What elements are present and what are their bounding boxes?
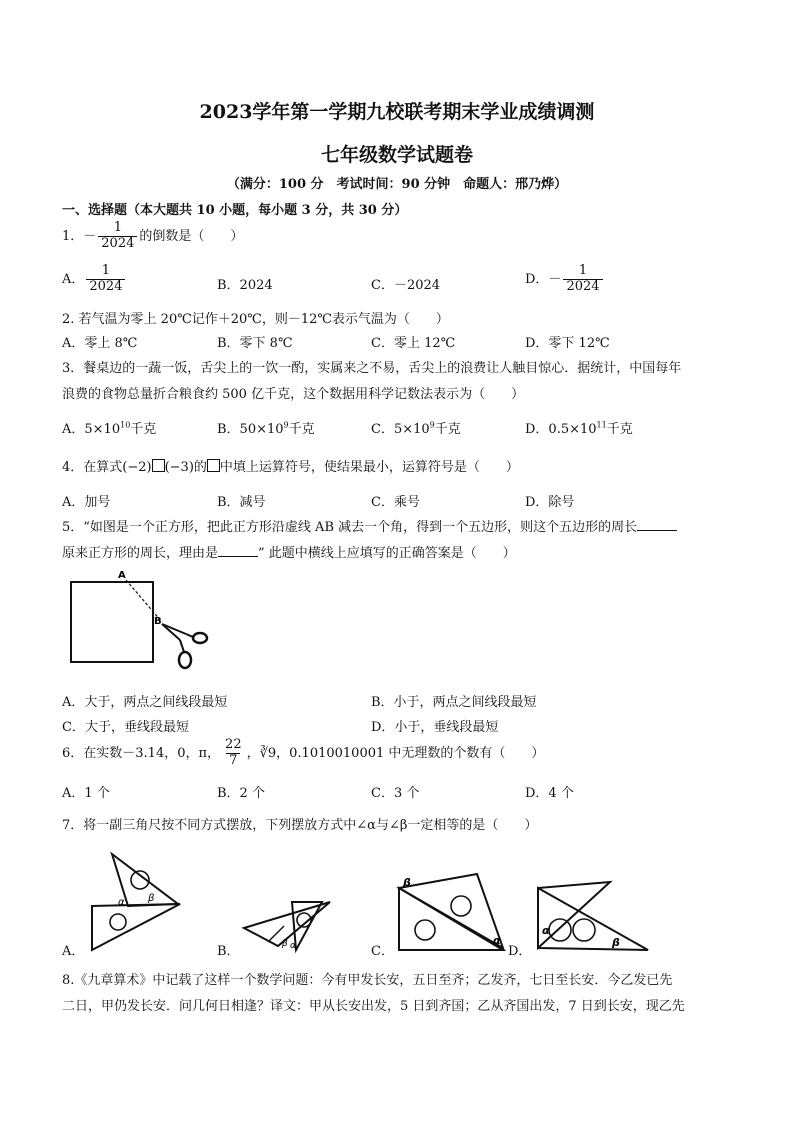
q7-option-a[interactable]: A． — [62, 944, 85, 959]
q6-option-c[interactable]: C．3 个 — [371, 786, 420, 801]
blank-box — [207, 459, 220, 472]
q7-figure-d — [532, 876, 657, 956]
q3-option-c[interactable]: C．$5\times 10^9$千克 — [371, 420, 461, 437]
q1-suffix: 的倒数是（ ） — [139, 228, 244, 244]
scissors-icon — [162, 624, 207, 668]
question-7: 7．将一副三角尺按不同方式摆放，下列摆放方式中∠α与∠β一定相等的是（ ） — [62, 818, 538, 833]
answer-blank — [218, 546, 258, 557]
svg-text:α: α — [493, 934, 501, 947]
q3-option-a[interactable]: A．$5\times 10^{10}$千克 — [62, 420, 157, 437]
blank-box — [152, 459, 165, 472]
q4-option-b[interactable]: B．减号 — [217, 495, 266, 510]
q1-option-d[interactable]: D．－ $\frac{1}{2024}$ — [525, 264, 605, 295]
q5-option-d[interactable]: D．小于，垂线段最短 — [371, 720, 499, 735]
q3-option-d[interactable]: D．$0.5\times 10^{11}$千克 — [525, 420, 633, 437]
svg-text:β: β — [612, 936, 620, 949]
q7-option-c[interactable]: C． — [371, 944, 394, 959]
q6-option-d[interactable]: D．4 个 — [525, 786, 574, 801]
q2-option-a[interactable]: A．零上 8℃ — [62, 336, 138, 351]
q1-option-a[interactable]: A． $\frac{1}{2024}$ — [62, 264, 127, 295]
square-scissors-figure — [62, 566, 222, 678]
q7-option-b[interactable]: B． — [217, 944, 240, 959]
svg-text:α: α — [290, 941, 296, 951]
q7-figure-b — [238, 890, 348, 954]
q1-fraction: $\frac{1}{2024}$ — [98, 221, 137, 252]
q1-option-c[interactable]: C．－2024 — [371, 278, 441, 293]
exam-title: 2023学年第一学期九校联考期末学业成绩调测 — [199, 101, 595, 123]
q6-option-a[interactable]: A．1 个 — [62, 786, 110, 801]
svg-text:β: β — [148, 893, 155, 904]
exam-meta: （满分：100 分 考试时间：90 分钟 命题人：邢乃烨） — [226, 177, 568, 192]
question-1 — [62, 221, 243, 252]
q5-option-b[interactable]: B．小于，两点之间线段最短 — [371, 695, 537, 710]
question-4: 4．在算式(−2) (−3)的 中填上运算符号，使结果最小，运算符号是（ ） — [62, 460, 519, 475]
question-8-line1: 8.《九章算术》中记载了这样一个数学问题：今有甲发长安，五日至齐；乙发齐，七日至长安．今乙发已先 — [62, 973, 673, 988]
q5-option-a[interactable]: A．大于，两点之间线段最短 — [62, 695, 228, 710]
question-3-line2: 浪费的食物总量折合粮食约 500 亿千克，这个数据用科学记数法表示为（ ） — [62, 387, 525, 402]
exam-subtitle: 七年级数学试题卷 — [320, 144, 473, 166]
svg-text:β: β — [403, 876, 411, 889]
q7-option-d[interactable]: D． — [508, 944, 532, 959]
question-8-line2: 二日，甲仍发长安．问几何日相逢？译文：甲从长安出发，5 日到齐国；乙从齐国出发，7 日到长安，现乙先 — [62, 999, 685, 1014]
q2-option-b[interactable]: B．零下 8℃ — [217, 336, 293, 351]
q7-figure-c — [395, 866, 515, 956]
q2-option-d[interactable]: D．零下 12℃ — [525, 336, 610, 351]
point-a-label: A — [118, 570, 126, 581]
q1-prefix: 1．－ — [62, 228, 97, 244]
svg-text:α: α — [118, 897, 125, 908]
point-b-label: B — [154, 616, 162, 627]
svg-text:β: β — [282, 939, 288, 949]
svg-text:α: α — [542, 924, 550, 937]
question-2: 2. 若气温为零上 20℃记作＋20℃，则－12℃表示气温为（ ） — [62, 312, 449, 327]
q6-fraction: $\frac{22}{7}$ — [225, 737, 242, 768]
q2-option-c[interactable]: C．零上 12℃ — [371, 336, 456, 351]
q5-option-c[interactable]: C．大于，垂线段最短 — [62, 720, 189, 735]
question-3-line1: 3．餐桌边的一蔬一饭，舌尖上的一饮一酌，实属来之不易，舌尖上的浪费让人触目惊心．据统计，中国每年 — [62, 361, 682, 376]
q4-option-c[interactable]: C．乘号 — [371, 495, 420, 510]
question-5-line2: 原来正方形的周长，理由是 ” 此题中横线上应填写的正确答案是（ ） — [62, 546, 516, 561]
q1-option-b[interactable]: B．2024 — [217, 278, 273, 293]
question-6: 6．在实数－3.14，0，π， $\frac{22}{7}$ ，∛9，0.1010010001 中无理数的个数有（ ） — [62, 737, 545, 768]
q6-option-b[interactable]: B．2 个 — [217, 786, 265, 801]
q3-option-b[interactable]: B．$50\times 10^9$千克 — [217, 420, 315, 437]
q4-option-a[interactable]: A．加号 — [62, 495, 111, 510]
q4-option-d[interactable]: D．除号 — [525, 495, 575, 510]
q7-figure-a — [88, 850, 188, 954]
section-heading: 一、选择题（本大题共 10 小题，每小题 3 分，共 30 分） — [62, 203, 408, 218]
answer-blank — [637, 520, 677, 531]
question-5-line1: 5．“如图是一个正方形，把此正方形沿虚线 AB 减去一个角，得到一个五边形，则这个五边形的周长 — [62, 516, 677, 535]
